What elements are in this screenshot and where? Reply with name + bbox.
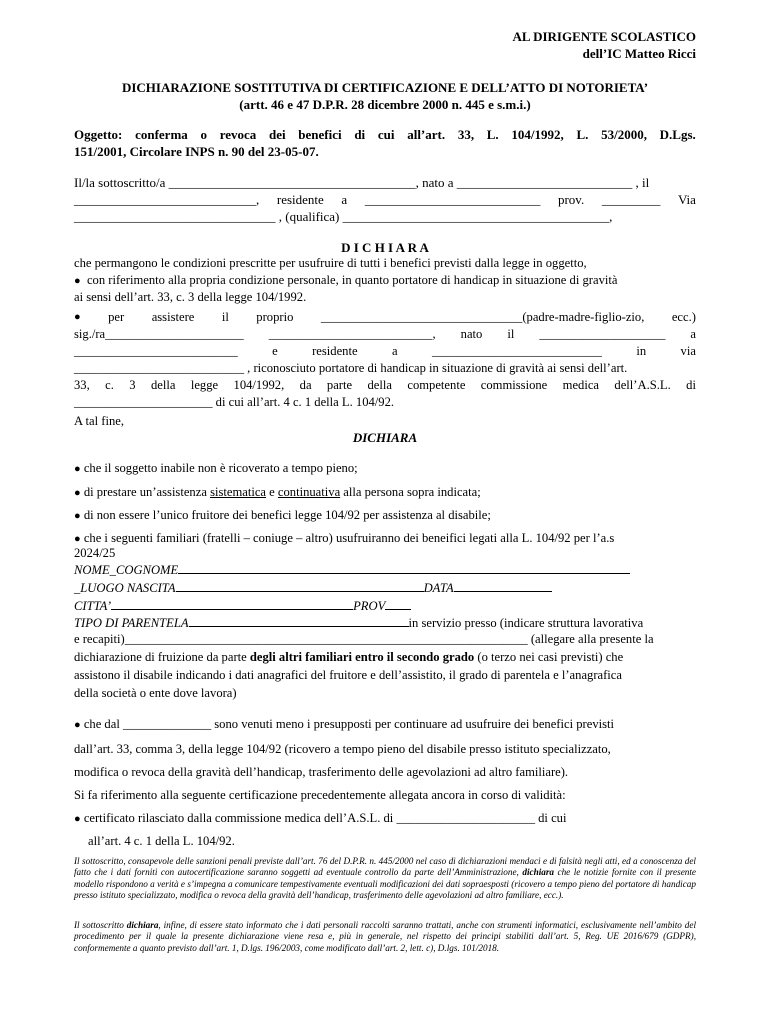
field-citta[interactable]: CITTA’ PROV <box>74 597 411 615</box>
declaration-5-line-1[interactable]: ● che dal ______________ sono venuti meno i presupposti per continuare ad usufruire dei benefici previsti <box>74 717 615 731</box>
option-2-line-1[interactable]: ● per assistere il proprio ________________________________(padre-madre-figlio-zio, ecc.) <box>74 310 696 324</box>
option-1-line-2: ai sensi dell’art. 33, c. 3 della legge 104/1992. <box>74 290 307 304</box>
declarant-line-2[interactable]: ____________________________, residente a ___________________________ prov. _________ Via <box>74 192 696 207</box>
option-1-line-1: ● con riferimento alla propria condizione personale, in quanto portatore di handicap in situazione di gravità <box>74 273 618 287</box>
certificate-line-1[interactable]: ● certificato rilasciato dalla commissione medica dell’A.S.L. di ______________________ di cui <box>74 811 567 825</box>
subject-line-1: Oggetto: conferma o revoca dei benefici di cui all’art. 33, L. 104/1992, L. 53/2000, D.Lgs. <box>74 127 696 142</box>
option-2-line-5: 33, c. 3 della legge 104/1992, da parte della competente commissione medica dell’A.S.L. di <box>74 378 696 392</box>
declaration-5-line-3: modifica o revoca della gravità dell’handicap, trasferimento delle agevolazioni ad altro familiare). <box>74 765 569 779</box>
declaration-5-line-2: dall’art. 33, comma 3, della legge 104/92 (ricovero a tempo pieno del disabile presso istituto specializzato, <box>74 742 611 756</box>
fruizione-line: dichiarazione di fruizione da parte degli altri familiari entro il secondo grado (o terzo nei casi previsti) che <box>74 650 624 664</box>
assistono-line: assistono il disabile indicando i dati anagrafici del fruitore e dell’assistito, il grado di parentela e l’anagrafica <box>74 668 622 682</box>
dichiara-subheading: DICHIARA <box>352 430 418 445</box>
bullet-icon: ● <box>74 719 81 731</box>
bullet-icon: ● <box>74 311 81 323</box>
footnote-paragraph-1: Il sottoscritto, consapevole delle sanzioni penali previste dall’art. 76 del D.P.R. n. 445/2000 nel caso di dichiarazioni mendaci e di falsità negli atti, ed a conoscenza del fatto che i dati forniti con autocertificazione saranno soggetti ad eventuale controllo da parte dell’Amministrazione, dichiara che le notizie fornite con il presente modello rispondono a verità e s’impegna a comunicare tempestivamente eventuali modificazioni dei dati sopraesposti (ricovero a tempo pieno del portatore di handicap presso istituto specializzato, modifica o revoca della gravità dell’handicap, trasferimento delle agevolazioni ad altro familiare, ecc.). <box>74 856 697 901</box>
declarant-line-3[interactable]: _______________________________ , (qualifica) _________________________________________, <box>74 209 613 224</box>
option-2-line-6[interactable]: ______________________ di cui all’art. 4 c. 1 della L. 104/92. <box>74 395 395 409</box>
bullet-icon: ● <box>74 533 81 545</box>
conditions-intro: che permangono le condizioni prescritte per usufruire di tutti i benefici previsti dalla legge in oggetto, <box>74 256 587 270</box>
bullet-icon: ● <box>74 510 81 522</box>
recipient-line-1: AL DIRIGENTE SCOLASTICO <box>512 29 696 44</box>
bullet-icon: ● <box>74 813 81 825</box>
field-recapiti[interactable]: e recapiti)________________________________________________________________ (allegare alla presente la <box>74 632 654 646</box>
a-tal-fine: A tal fine, <box>74 414 125 428</box>
declaration-1: ● che il soggetto inabile non è ricoverato a tempo pieno; <box>74 461 358 475</box>
riferimento-line: Si fa riferimento alla seguente certificazione precedentemente allegata ancora in corso di validità: <box>74 788 566 802</box>
bullet-icon: ● <box>74 463 81 475</box>
dichiara-heading: D I C H I A R A <box>341 240 429 255</box>
bullet-icon: ● <box>74 275 81 287</box>
recipient-line-2: dell’IC Matteo Ricci <box>582 46 696 61</box>
bullet-icon: ● <box>74 487 81 499</box>
societa-line: della società o ente dove lavora) <box>74 686 237 700</box>
field-luogo-nascita[interactable]: _LUOGO NASCITA DATA <box>74 579 552 597</box>
footnote-paragraph-2: Il sottoscritto dichiara, infine, di essere stato informato che i dati personali raccolti saranno trattati, anche con strumenti informatici, esclusivamente nell’ambito del procedimento per il quale la presente dichiarazione viene resa e, più in generale, nel rispetto dei principi stabiliti dall’art. 5, Reg. UE 2016/679 (GDPR), conformemente a quanto previsto dall’art. 1, D.lgs. 196/2003, come modificato dall’art. 2, lett. c), D.lgs. 101/2018. <box>74 920 696 953</box>
declarant-line-1[interactable]: Il/la sottoscritto/a ______________________________________, nato a ___________________________ , il <box>74 175 650 190</box>
option-2-line-2[interactable]: sig./ra______________________ __________________________, nato il ____________________ a <box>74 327 696 341</box>
option-2-line-4[interactable]: ___________________________ , riconosciuto portatore di handicap in situazione di gravità ai sensi dell’art. <box>74 361 628 375</box>
declaration-4-line-1: ● che i seguenti familiari (fratelli – coniuge – altro) usufruiranno dei beneifici legati alla L. 104/92 per l’a.s <box>74 531 615 545</box>
declaration-4-line-2: 2024/25 <box>74 546 116 560</box>
subject-line-2: 151/2001, Circolare INPS n. 90 del 23-05-07. <box>74 144 319 159</box>
field-tipo-parentela[interactable]: TIPO DI PARENTELA in servizio presso (indicare struttura lavorativa <box>74 616 644 630</box>
document-title: DICHIARAZIONE SOSTITUTIVA DI CERTIFICAZIONE E DELL’ATTO DI NOTORIETA’ <box>121 80 649 95</box>
certificate-line-2: all’art. 4 c. 1 della L. 104/92. <box>88 834 235 848</box>
declaration-2: ● di prestare un’assistenza sistematica e continuativa alla persona sopra indicata; <box>74 485 481 499</box>
option-2-line-3[interactable]: __________________________ e residente a ___________________________ in via <box>74 344 696 358</box>
declaration-3: ● di non essere l’unico fruitore dei benefici legge 104/92 per assistenza al disabile; <box>74 508 491 522</box>
document-title-subtitle: (artt. 46 e 47 D.P.R. 28 dicembre 2000 n. 445 e s.m.i.) <box>239 97 531 112</box>
field-nome-cognome[interactable]: NOME_COGNOME <box>74 561 630 579</box>
